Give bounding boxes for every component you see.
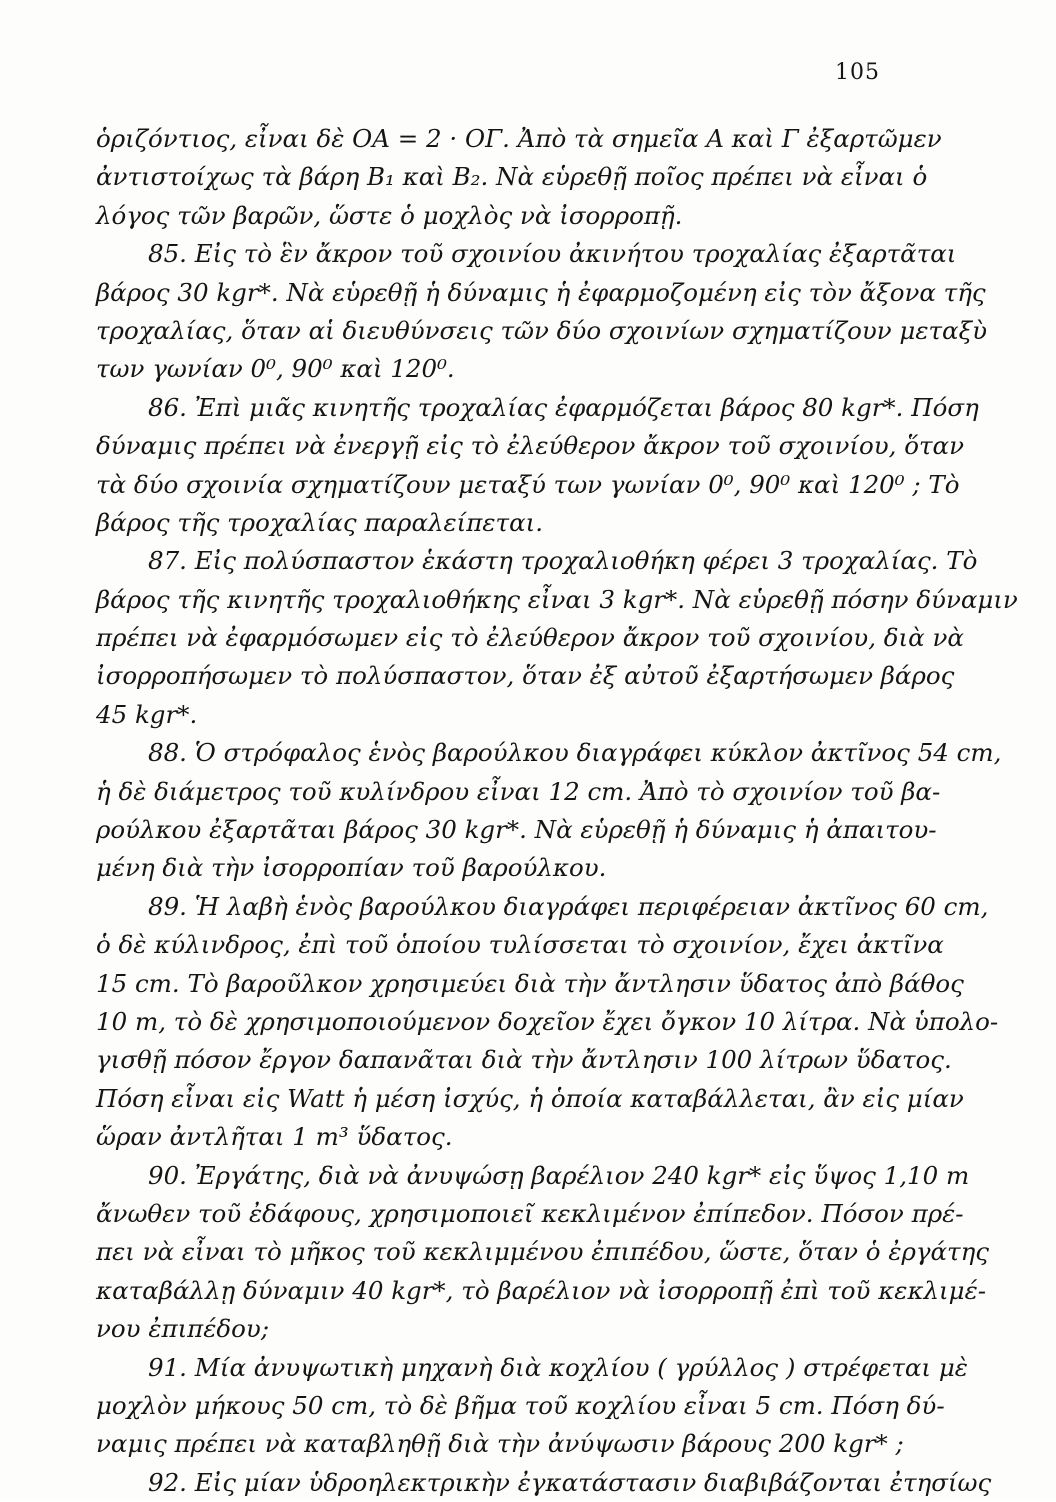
text-line: 87. Εἰς πολύσπαστον ἑκάστη τροχαλιοθήκη φέρει 3 τροχαλίας. Τὸ <box>148 546 978 576</box>
text-line: 85. Εἰς τὸ ἓν ἄκρον τοῦ σχοινίου ἀκινήτου τροχαλίας ἐξαρτᾶται <box>148 239 957 269</box>
text-line: 91. Μία ἀνυψωτικὴ μηχανὴ διὰ κοχλίου ( γρύλλος ) στρέφεται μὲ <box>148 1352 968 1382</box>
text-line: 10 m, τὸ δὲ χρησιμοποιούμενον δοχεῖον ἔχει ὄγκον 10 λίτρα. Νὰ ὑπολο- <box>96 1006 999 1036</box>
text-line: ὥραν ἀντλῆται 1 m³ ὕδατος. <box>96 1122 453 1152</box>
text-line: 45 kgr*. <box>96 699 198 729</box>
text-line: Πόση εἶναι εἰς Watt ἡ μέση ἰσχύς, ἡ ὁποία καταβάλλεται, ἂν εἰς μίαν <box>96 1083 964 1113</box>
text-line: ἡ δὲ διάμετρος τοῦ κυλίνδρου εἶναι 12 cm. Ἀπὸ τὸ σχοινίον τοῦ βα- <box>96 776 941 806</box>
page-number: 105 <box>835 60 880 85</box>
text-line: ὁ δὲ κύλινδρος, ἐπὶ τοῦ ὁποίου τυλίσσεται τὸ σχοινίον, ἔχει ἀκτῖνα <box>96 930 944 960</box>
text-line: λόγος τῶν βαρῶν, ὥστε ὁ μοχλὸς νὰ ἰσορροπῇ. <box>96 200 683 230</box>
text-line: ἰσορροπήσωμεν τὸ πολύσπαστον, ὅταν ἐξ αὐτοῦ ἐξαρτήσωμεν βάρος <box>96 661 955 691</box>
text-line: γισθῇ πόσον ἔργον δαπανᾶται διὰ τὴν ἄντλησιν 100 λίτρων ὕδατος. <box>96 1045 952 1075</box>
text-line: 88. Ὁ στρόφαλος ἑνὸς βαρούλκου διαγράφει κύκλον ἀκτῖνος 54 cm, <box>148 738 1002 768</box>
text-line: πει νὰ εἶναι τὸ μῆκος τοῦ κεκλιμμένου ἐπιπέδου, ὥστε, ὅταν ὁ ἐργάτης <box>96 1237 990 1267</box>
text-line: βάρος τῆς κινητῆς τροχαλιοθήκης εἶναι 3 kgr*. Νὰ εὑρεθῇ πόσην δύναμιν <box>96 584 1018 614</box>
text-line: καταβάλλῃ δύναμιν 40 kgr*, τὸ βαρέλιον νὰ ἰσορροπῇ ἐπὶ τοῦ κεκλιμέ- <box>96 1275 987 1305</box>
text-line: 86. Ἐπὶ μιᾶς κινητῆς τροχαλίας ἐφαρμόζεται βάρος 80 kgr*. Πόση <box>148 392 979 422</box>
text-line: νου ἐπιπέδου; <box>96 1314 270 1344</box>
text-line: 89. Ἡ λαβὴ ἑνὸς βαρούλκου διαγράφει περιφέρειαν ἀκτῖνος 60 cm, <box>148 891 989 921</box>
text-line: των γωνίαν 0⁰, 90⁰ καὶ 120⁰. <box>96 354 455 384</box>
page-text <box>96 120 1018 1502</box>
text-line: ναμις πρέπει νὰ καταβληθῇ διὰ τὴν ἀνύψωσιν βάρους 200 kgr* ; <box>96 1429 904 1459</box>
text-line: μένη διὰ τὴν ἰσορροπίαν τοῦ βαρούλκου. <box>96 853 607 883</box>
text-line: 92. Εἰς μίαν ὑδροηλεκτρικὴν ἐγκατάστασιν διαβιβάζονται ἐτησίως <box>148 1467 992 1497</box>
text-line: δύναμις πρέπει νὰ ἐνεργῇ εἰς τὸ ἐλεύθερον ἄκρον τοῦ σχοινίου, ὅταν <box>96 431 964 461</box>
text-line: τὰ δύο σχοινία σχηματίζουν μεταξύ των γωνίαν 0⁰, 90⁰ καὶ 120⁰ ; Τὸ <box>96 469 960 499</box>
text-line: μοχλὸν μήκους 50 cm, τὸ δὲ βῆμα τοῦ κοχλίου εἶναι 5 cm. Πόση δύ- <box>96 1390 945 1420</box>
text-line: βάρος 30 kgr*. Νὰ εὑρεθῇ ἡ δύναμις ἡ ἐφαρμοζομένη εἰς τὸν ἄξονα τῆς <box>96 277 986 307</box>
text-line: ἄνωθεν τοῦ ἐδάφους, χρησιμοποιεῖ κεκλιμένον ἐπίπεδον. Πόσον πρέ- <box>96 1198 964 1228</box>
text-line: ὁριζόντιος, εἶναι δὲ ΟΑ = 2 · ΟΓ. Ἀπὸ τὰ σημεῖα Α καὶ Γ ἐξαρτῶμεν <box>96 124 942 153</box>
text-line: 90. Ἐργάτης, διὰ νὰ ἀνυψώσῃ βαρέλιον 240 kgr* εἰς ὕψος 1,10 m <box>148 1160 970 1190</box>
text-line: πρέπει νὰ ἐφαρμόσωμεν εἰς τὸ ἐλεύθερον ἄκρον τοῦ σχοινίου, διὰ νὰ <box>96 623 964 653</box>
text-line: βάρος τῆς τροχαλίας παραλείπεται. <box>96 507 544 537</box>
text-line: ρούλκου ἐξαρτᾶται βάρος 30 kgr*. Νὰ εὑρεθῇ ἡ δύναμις ἡ ἀπαιτου- <box>96 815 937 845</box>
text-line: τροχαλίας, ὅταν αἱ διευθύνσεις τῶν δύο σχοινίων σχηματίζουν μεταξὺ <box>96 315 987 345</box>
text-line: ἀντιστοίχως τὰ βάρη B₁ καὶ B₂. Νὰ εὑρεθῇ ποῖος πρέπει νὰ εἶναι ὁ <box>96 162 928 192</box>
text-line: 15 cm. Τὸ βαροῦλκον χρησιμεύει διὰ τὴν ἄντλησιν ὕδατος ἀπὸ βάθος <box>96 968 964 998</box>
